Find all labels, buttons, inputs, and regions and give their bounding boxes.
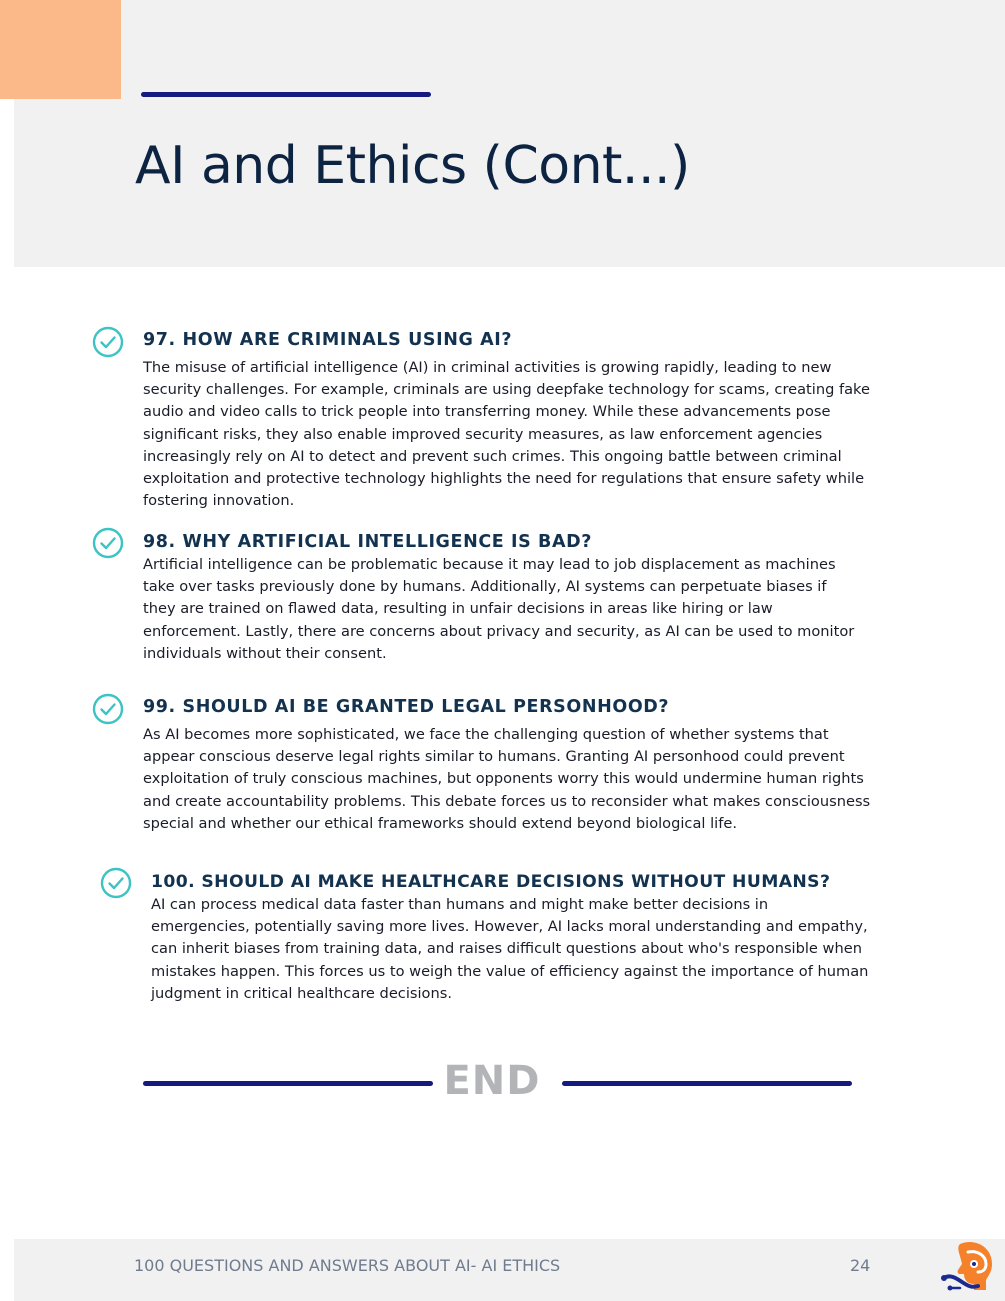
answer-text — [143, 357, 903, 512]
footer-title: 100 QUESTIONS AND ANSWERS ABOUT AI- AI ETHICS — [134, 1256, 561, 1275]
answer-line: appear conscious deserve legal rights similar to humans. Granting AI personhood could prevent — [143, 748, 845, 766]
answer-line: increasingly rely on AI to detect and prevent such crimes. This ongoing battle between criminal — [143, 447, 842, 465]
end-divider — [0, 1058, 1005, 1110]
answer-line: judgment in critical healthcare decisions. — [151, 984, 452, 1002]
answer-line: security challenges. For example, criminals are using deepfake technology for scams, creating fake — [143, 381, 870, 399]
answer-text — [143, 554, 903, 665]
answer-line: exploitation of truly conscious machines, but opponents worry this would undermine human rights — [143, 770, 864, 788]
end-rule-left — [143, 1081, 433, 1086]
answer-text — [143, 724, 903, 835]
title-rule — [141, 92, 431, 97]
answer-line: can inherit biases from training data, and raises difficult questions about who's responsible when — [151, 940, 862, 958]
answer-line: and create accountability problems. This debate forces us to reconsider what makes consciousness — [143, 792, 871, 810]
answer-line: individuals without their consent. — [143, 644, 387, 662]
answer-line: exploitation and protective technology highlights the need for regulations that ensure safety while — [143, 470, 865, 488]
answer-line: emergencies, potentially saving more lives. However, AI lacks moral understanding and empathy, — [151, 918, 868, 936]
question-title: 99. SHOULD AI BE GRANTED LEGAL PERSONHOOD? — [143, 697, 670, 717]
answer-line: As AI becomes more sophisticated, we face the challenging question of whether systems that — [143, 726, 829, 743]
check-circle-icon — [92, 527, 124, 559]
answer-line: Artificial intelligence can be problematic because it may lead to job displacement as machines — [143, 556, 836, 573]
page-number: 24 — [850, 1256, 871, 1275]
answer-line: AI can process medical data faster than humans and might make better decisions in — [151, 896, 769, 913]
question-title: 97. HOW ARE CRIMINALS USING AI? — [143, 330, 513, 350]
end-rule-right — [562, 1081, 852, 1086]
answer-line: they are trained on flawed data, resulting in unfair decisions in areas like hiring or law — [143, 600, 773, 618]
answer-line: special and whether our ethical frameworks should extend beyond biological life. — [143, 814, 737, 832]
end-label: END — [443, 1058, 541, 1104]
header-band — [14, 0, 1005, 267]
check-circle-icon — [92, 326, 124, 358]
answer-line: fostering innovation. — [143, 492, 295, 510]
answer-line: audio and video calls to trick people into transferring money. While these advancements pose — [143, 403, 831, 421]
accent-square — [0, 0, 121, 99]
page-title: AI and Ethics (Cont...) — [135, 136, 690, 196]
check-circle-icon — [92, 693, 124, 725]
answer-line: enforcement. Lastly, there are concerns about privacy and security, as AI can be used to monitor — [143, 622, 855, 640]
answer-line: significant risks, they also enable improved security measures, as law enforcement agencies — [143, 425, 823, 443]
answer-line: mistakes happen. This forces us to weigh the value of efficiency against the importance of human — [151, 962, 869, 980]
answer-line: take over tasks previously done by humans. Additionally, AI systems can perpetuate biases if — [143, 578, 827, 596]
answer-line: The misuse of artificial intelligence (AI) in criminal activities is growing rapidly, leading to new — [143, 359, 832, 376]
question-title: 100. SHOULD AI MAKE HEALTHCARE DECISIONS WITHOUT HUMANS? — [151, 872, 831, 892]
brand-logo-icon — [940, 1238, 996, 1296]
answer-text — [151, 894, 911, 1005]
question-title: 98. WHY ARTIFICIAL INTELLIGENCE IS BAD? — [143, 532, 592, 552]
check-circle-icon — [100, 867, 132, 899]
